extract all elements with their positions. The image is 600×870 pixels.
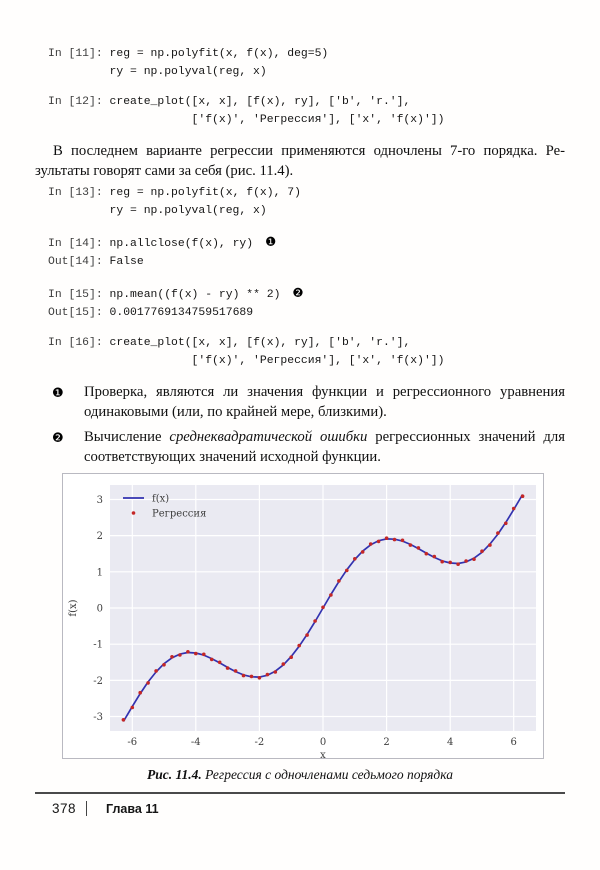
code-text: np.mean((f(x) - ry) ** 2) [109,289,281,301]
code-output: 0.0017769134759517689 [109,306,254,319]
code-text: ry = np.polyval(reg, x) [109,204,267,217]
footer-row [35,801,565,816]
svg-text:x: x [320,750,326,758]
body-paragraph [35,142,565,181]
callout-2-badge-icon: ❷ [52,431,64,446]
svg-text:-2: -2 [93,675,103,687]
svg-text:-3: -3 [93,712,103,723]
page-footer [35,792,565,816]
code-text: ['f(x)', 'Регрессия'], ['x', 'f(x)']) [191,113,445,126]
code-block-in16 [48,335,565,370]
svg-text:-4: -4 [190,737,201,748]
code-line [48,284,565,305]
input-prompt: In [11]: [48,48,110,60]
code-block-in12 [48,94,565,129]
footer-rule [35,792,565,794]
svg-text:3: 3 [96,495,103,506]
callout-item-1 [52,383,565,422]
svg-text:6: 6 [510,737,517,748]
code-text: create_plot([x, x], [f(x), ry], ['b', 'r.'], [109,337,411,349]
code-block-in14 [48,233,565,271]
output-prompt: Out[14]: [48,255,110,268]
svg-text:2: 2 [96,531,103,543]
svg-text:Регрессия: Регрессия [152,508,207,520]
code-line [48,203,565,221]
code-text: np.allclose(f(x), ry) [109,238,254,250]
code-text: create_plot([x, x], [f(x), ry], ['b', 'r.'], [109,96,411,108]
input-prompt: In [14]: [48,238,110,250]
code-line [48,94,565,112]
input-prompt: In [12]: [48,96,110,108]
code-line [48,353,565,371]
callout-text-emphasis: среднеквадратической ошибки [169,429,368,445]
svg-text:-6: -6 [127,737,138,748]
code-block-in11 [48,46,565,81]
svg-text:-1: -1 [93,639,103,651]
paragraph-line: зультаты говорят сами за себя (рис. 11.4). [35,162,294,179]
callout-1-icon: ❶ [265,234,277,249]
callout-text [84,428,565,467]
code-text: ['f(x)', 'Регрессия'], ['x', 'f(x)']) [191,354,445,367]
chapter-label: Глава 11 [106,801,159,816]
code-line [48,185,565,203]
code-line [48,233,565,254]
paragraph-line: В последнем варианте регрессии применяются одночлены 7-го порядка. Ре- [53,143,565,159]
output-prompt: Out[15]: [48,306,110,319]
callout-text-post: регрессионных значений для соответствующих значений исходной функции. [84,429,565,465]
code-line [48,335,565,353]
svg-text:0: 0 [96,603,103,615]
input-prompt: In [16]: [48,337,110,349]
svg-text:f(x): f(x) [68,599,79,617]
callout-text: Проверка, являются ли значения функции и регрессионного уравнения одинаковыми (или, по крайней мере, близкими). [84,384,565,420]
code-text: ry = np.polyval(reg, x) [109,65,267,78]
input-prompt: In [15]: [48,289,110,301]
callout-list [35,383,565,467]
svg-text:1: 1 [96,567,103,579]
figure-caption [35,767,565,783]
caption-label: Рис. 11.4. [147,767,202,782]
svg-text:0: 0 [319,737,327,748]
code-line [48,254,565,272]
svg-text:-2: -2 [254,737,265,748]
caption-text: Регрессия с одночленами седьмого порядка [201,767,453,782]
page-number: 378 [52,801,77,816]
code-block-in13 [48,185,565,220]
code-block-in15 [48,284,565,322]
svg-text:f(x): f(x) [152,493,170,505]
code-text: reg = np.polyfit(x, f(x), 7) [109,187,301,199]
callout-2-icon: ❷ [292,285,304,300]
callout-text-pre: Вычисление [84,429,170,445]
svg-text:4: 4 [447,737,454,748]
code-line [48,46,565,64]
svg-text:2: 2 [383,737,390,748]
code-line [48,112,565,130]
footer-separator [86,801,87,816]
figure-11-4 [62,473,544,759]
code-output: False [109,255,144,268]
callout-item-2 [52,428,565,467]
callout-1-badge-icon: ❶ [52,386,64,401]
regression-chart-svg [63,474,543,758]
code-line [48,305,565,323]
code-text: reg = np.polyfit(x, f(x), deg=5) [109,48,329,60]
input-prompt: In [13]: [48,187,110,199]
code-line [48,64,565,82]
